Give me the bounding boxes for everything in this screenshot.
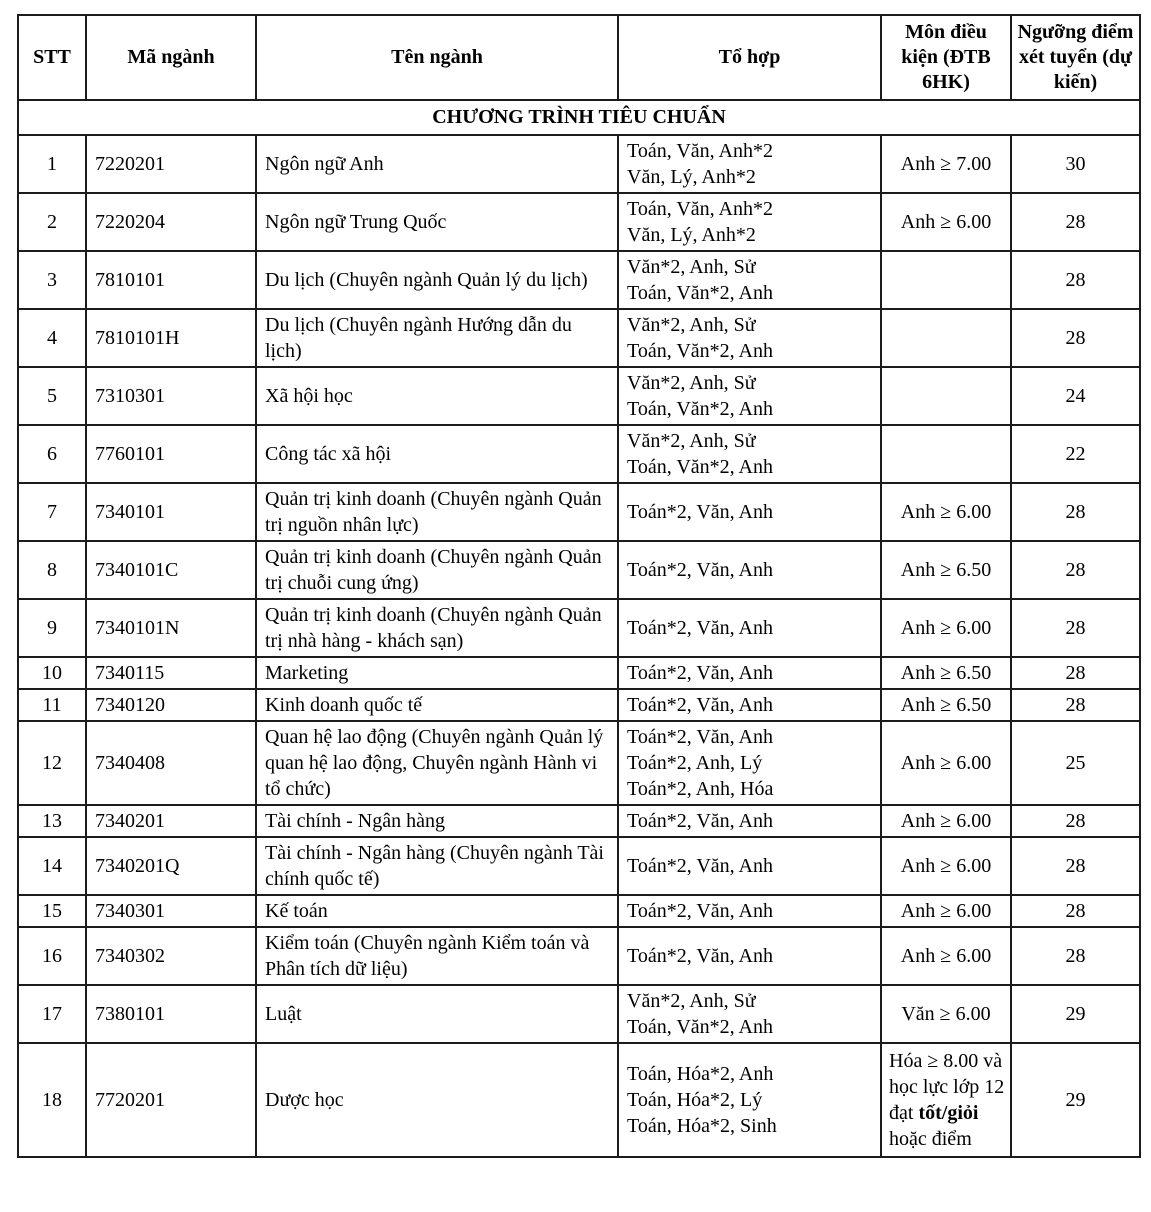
section-header-row — [18, 100, 1140, 135]
combination-line: Văn*2, Anh, Sử — [627, 372, 756, 394]
column-header-stt: STT — [18, 15, 86, 100]
table-row — [18, 689, 1140, 721]
cell-condition — [881, 1043, 1011, 1157]
cell-score: 28 — [1011, 805, 1140, 837]
column-header-code: Mã ngành — [86, 15, 256, 100]
cell-stt: 5 — [18, 367, 86, 425]
cell-major-name: Tài chính - Ngân hàng (Chuyên ngành Tài chính quốc tế) — [256, 837, 618, 895]
cell-major-code: 7340301 — [86, 895, 256, 927]
cell-condition: Anh ≥ 6.50 — [881, 689, 1011, 721]
combination-line: Toán*2, Anh, Hóa — [627, 778, 774, 800]
cell-condition — [881, 251, 1011, 309]
combination-line: Toán*2, Văn, Anh — [627, 559, 773, 581]
cell-major-code: 7340101N — [86, 599, 256, 657]
cell-score: 24 — [1011, 367, 1140, 425]
cell-combinations — [618, 483, 881, 541]
table-row — [18, 135, 1140, 193]
header-row — [18, 15, 1140, 100]
section-title: CHƯƠNG TRÌNH TIÊU CHUẨN — [18, 100, 1140, 135]
cell-combinations — [618, 721, 881, 805]
combination-line: Văn, Lý, Anh*2 — [627, 166, 756, 188]
cell-score: 25 — [1011, 721, 1140, 805]
table-row — [18, 805, 1140, 837]
cell-major-name: Quản trị kinh doanh (Chuyên ngành Quản trị nhà hàng - khách sạn) — [256, 599, 618, 657]
cell-major-name: Kiểm toán (Chuyên ngành Kiểm toán và Phân tích dữ liệu) — [256, 927, 618, 985]
cell-score: 30 — [1011, 135, 1140, 193]
cell-score: 22 — [1011, 425, 1140, 483]
combination-line: Toán*2, Văn, Anh — [627, 726, 773, 748]
combination-line: Toán, Văn*2, Anh — [627, 340, 773, 362]
cell-major-code: 7810101 — [86, 251, 256, 309]
cell-combinations — [618, 599, 881, 657]
table-row — [18, 251, 1140, 309]
cell-stt: 15 — [18, 895, 86, 927]
cell-condition: Anh ≥ 6.00 — [881, 721, 1011, 805]
table-row — [18, 541, 1140, 599]
cell-combinations — [618, 837, 881, 895]
cell-major-code: 7760101 — [86, 425, 256, 483]
combination-line: Toán, Hóa*2, Lý — [627, 1089, 763, 1111]
cell-stt: 9 — [18, 599, 86, 657]
combination-line: Toán, Văn, Anh*2 — [627, 140, 773, 162]
combination-line: Toán, Hóa*2, Anh — [627, 1063, 774, 1085]
condition-text: Hóa ≥ 8.00 và học lực lớp 12 đạt — [889, 1050, 1005, 1124]
cell-combinations — [618, 985, 881, 1043]
cell-condition — [881, 367, 1011, 425]
table-row — [18, 721, 1140, 805]
cell-stt: 7 — [18, 483, 86, 541]
combination-line: Văn*2, Anh, Sử — [627, 314, 756, 336]
cell-major-code: 7340201 — [86, 805, 256, 837]
cell-condition: Anh ≥ 6.00 — [881, 193, 1011, 251]
cell-major-name: Marketing — [256, 657, 618, 689]
cell-stt: 3 — [18, 251, 86, 309]
cell-combinations — [618, 1043, 881, 1157]
combination-line: Toán*2, Văn, Anh — [627, 945, 773, 967]
cell-score: 28 — [1011, 541, 1140, 599]
cell-condition: Anh ≥ 6.50 — [881, 657, 1011, 689]
combination-line: Toán*2, Văn, Anh — [627, 662, 773, 684]
column-header-score: Ngưỡng điểm xét tuyển (dự kiến) — [1011, 15, 1140, 100]
cell-combinations — [618, 689, 881, 721]
combination-line: Toán, Văn*2, Anh — [627, 398, 773, 420]
cell-condition: Anh ≥ 6.50 — [881, 541, 1011, 599]
cell-condition: Văn ≥ 6.00 — [881, 985, 1011, 1043]
cell-major-code: 7340120 — [86, 689, 256, 721]
cell-condition: Anh ≥ 6.00 — [881, 837, 1011, 895]
cell-major-code: 7340408 — [86, 721, 256, 805]
combination-line: Toán*2, Văn, Anh — [627, 855, 773, 877]
combination-line: Văn*2, Anh, Sử — [627, 430, 756, 452]
cell-score: 28 — [1011, 193, 1140, 251]
table-row — [18, 599, 1140, 657]
table-row — [18, 895, 1140, 927]
cell-major-name: Du lịch (Chuyên ngành Quản lý du lịch) — [256, 251, 618, 309]
cell-stt: 16 — [18, 927, 86, 985]
cell-score: 28 — [1011, 927, 1140, 985]
cell-major-name: Quan hệ lao động (Chuyên ngành Quản lý quan hệ lao động, Chuyên ngành Hành vi tổ chức) — [256, 721, 618, 805]
cell-stt: 12 — [18, 721, 86, 805]
cell-score: 28 — [1011, 895, 1140, 927]
cell-condition: Anh ≥ 6.00 — [881, 895, 1011, 927]
cell-stt: 14 — [18, 837, 86, 895]
cell-combinations — [618, 367, 881, 425]
cell-stt: 17 — [18, 985, 86, 1043]
cell-combinations — [618, 309, 881, 367]
cell-major-name: Kế toán — [256, 895, 618, 927]
cell-stt: 13 — [18, 805, 86, 837]
table-row — [18, 425, 1140, 483]
cell-major-name: Tài chính - Ngân hàng — [256, 805, 618, 837]
combination-line: Toán*2, Văn, Anh — [627, 501, 773, 523]
combination-line: Toán*2, Văn, Anh — [627, 694, 773, 716]
cell-major-name: Ngôn ngữ Anh — [256, 135, 618, 193]
cell-score: 28 — [1011, 657, 1140, 689]
cell-stt: 6 — [18, 425, 86, 483]
cell-condition: Anh ≥ 6.00 — [881, 927, 1011, 985]
condition-bold-text: tốt/giỏi — [918, 1102, 979, 1124]
combination-line: Toán*2, Anh, Lý — [627, 752, 763, 774]
admissions-table — [17, 14, 1141, 1158]
table-row — [18, 367, 1140, 425]
cell-stt: 10 — [18, 657, 86, 689]
cell-major-name: Quản trị kinh doanh (Chuyên ngành Quản trị chuỗi cung ứng) — [256, 541, 618, 599]
cell-condition: Anh ≥ 6.00 — [881, 483, 1011, 541]
cell-score: 28 — [1011, 599, 1140, 657]
cell-stt: 18 — [18, 1043, 86, 1157]
combination-line: Toán, Văn, Anh*2 — [627, 198, 773, 220]
cell-major-name: Công tác xã hội — [256, 425, 618, 483]
cell-major-code: 7340115 — [86, 657, 256, 689]
cell-stt: 8 — [18, 541, 86, 599]
column-header-name: Tên ngành — [256, 15, 618, 100]
admissions-document — [17, 14, 1141, 1158]
table-row — [18, 985, 1140, 1043]
cell-major-name: Dược học — [256, 1043, 618, 1157]
cell-condition — [881, 425, 1011, 483]
table-body — [18, 100, 1140, 1157]
cell-major-code: 7340101 — [86, 483, 256, 541]
cell-condition: Anh ≥ 7.00 — [881, 135, 1011, 193]
cell-condition: Anh ≥ 6.00 — [881, 599, 1011, 657]
cell-combinations — [618, 895, 881, 927]
table-row — [18, 1043, 1140, 1157]
combination-line: Văn, Lý, Anh*2 — [627, 224, 756, 246]
cell-major-code: 7340201Q — [86, 837, 256, 895]
combination-line: Văn*2, Anh, Sử — [627, 256, 756, 278]
cell-major-code: 7220204 — [86, 193, 256, 251]
cell-major-code: 7310301 — [86, 367, 256, 425]
condition-text: hoặc điểm — [889, 1128, 972, 1150]
cell-major-code: 7720201 — [86, 1043, 256, 1157]
combination-line: Toán, Văn*2, Anh — [627, 1016, 773, 1038]
cell-score: 28 — [1011, 483, 1140, 541]
cell-stt: 1 — [18, 135, 86, 193]
cell-major-code: 7380101 — [86, 985, 256, 1043]
cell-score: 28 — [1011, 689, 1140, 721]
cell-score: 29 — [1011, 985, 1140, 1043]
column-header-cond: Môn điều kiện (ĐTB 6HK) — [881, 15, 1011, 100]
table-row — [18, 657, 1140, 689]
combination-line: Toán*2, Văn, Anh — [627, 617, 773, 639]
table-row — [18, 483, 1140, 541]
column-header-combo: Tổ hợp — [618, 15, 881, 100]
combination-line: Toán, Văn*2, Anh — [627, 456, 773, 478]
cell-major-code: 7220201 — [86, 135, 256, 193]
cell-combinations — [618, 541, 881, 599]
cell-combinations — [618, 425, 881, 483]
cell-score: 28 — [1011, 309, 1140, 367]
cell-score: 28 — [1011, 251, 1140, 309]
cell-combinations — [618, 927, 881, 985]
combination-line: Toán*2, Văn, Anh — [627, 810, 773, 832]
combination-line: Toán*2, Văn, Anh — [627, 900, 773, 922]
table-row — [18, 193, 1140, 251]
combination-line: Toán, Hóa*2, Sinh — [627, 1115, 777, 1137]
cell-score: 29 — [1011, 1043, 1140, 1157]
cell-stt: 11 — [18, 689, 86, 721]
cell-combinations — [618, 805, 881, 837]
cell-major-code: 7340101C — [86, 541, 256, 599]
cell-major-name: Quản trị kinh doanh (Chuyên ngành Quản trị nguồn nhân lực) — [256, 483, 618, 541]
cell-combinations — [618, 135, 881, 193]
cell-major-code: 7810101H — [86, 309, 256, 367]
cell-major-name: Ngôn ngữ Trung Quốc — [256, 193, 618, 251]
cell-stt: 2 — [18, 193, 86, 251]
combination-line: Văn*2, Anh, Sử — [627, 990, 756, 1012]
cell-condition: Anh ≥ 6.00 — [881, 805, 1011, 837]
cell-stt: 4 — [18, 309, 86, 367]
combination-line: Toán, Văn*2, Anh — [627, 282, 773, 304]
cell-combinations — [618, 193, 881, 251]
cell-major-code: 7340302 — [86, 927, 256, 985]
table-row — [18, 309, 1140, 367]
table-row — [18, 837, 1140, 895]
cell-major-name: Luật — [256, 985, 618, 1043]
cell-score: 28 — [1011, 837, 1140, 895]
table-row — [18, 927, 1140, 985]
cell-combinations — [618, 657, 881, 689]
cell-major-name: Kinh doanh quốc tế — [256, 689, 618, 721]
cell-major-name: Xã hội học — [256, 367, 618, 425]
cell-combinations — [618, 251, 881, 309]
cell-major-name: Du lịch (Chuyên ngành Hướng dẫn du lịch) — [256, 309, 618, 367]
cell-condition — [881, 309, 1011, 367]
